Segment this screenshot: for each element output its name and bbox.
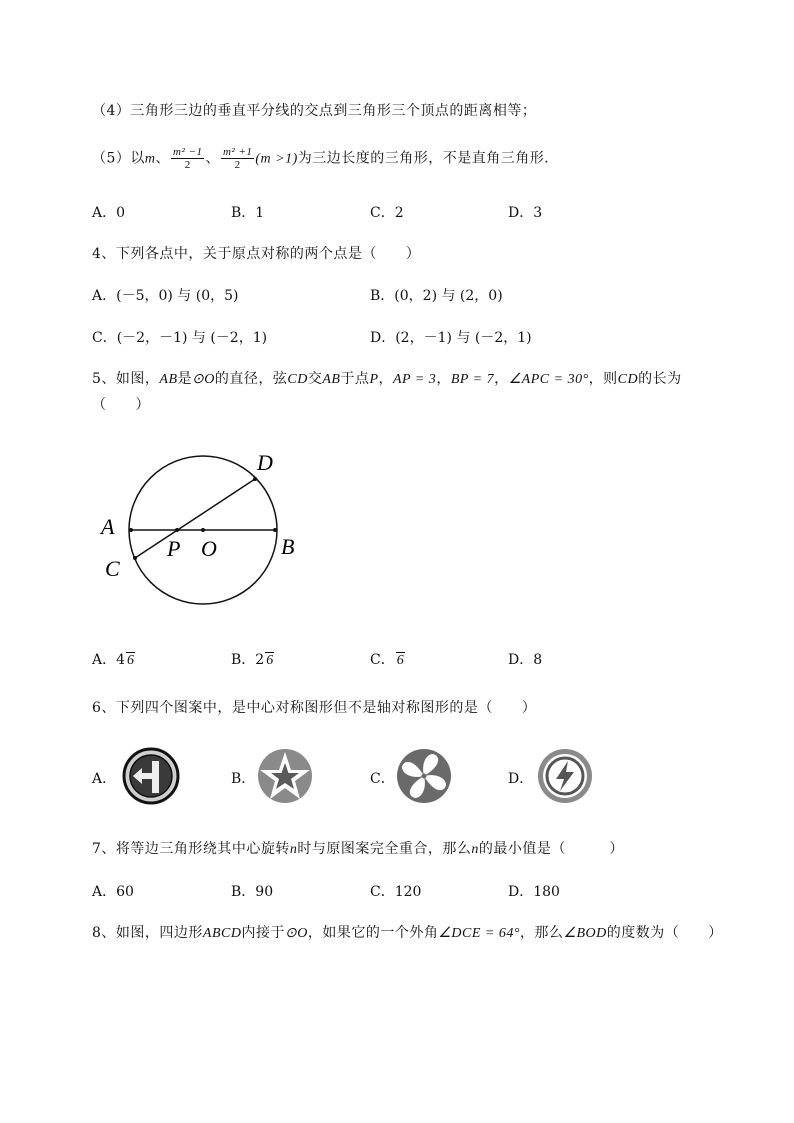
quadrilateral-abcd: ABCD xyxy=(202,926,242,941)
q8-text: 8、如图，四边形 xyxy=(92,925,203,941)
q3-option-c[interactable]: C．2 xyxy=(370,205,404,221)
label-d: D xyxy=(257,450,273,475)
q6-option-a-label[interactable]: A． xyxy=(92,771,117,787)
angle-bod: ∠BOD xyxy=(563,926,607,941)
fraction-2-denominator: 2 xyxy=(234,159,241,171)
option-prefix: A．4 xyxy=(92,652,126,668)
q5-text: 的直径，弦 xyxy=(214,371,288,387)
q3-option-a[interactable]: A．0 xyxy=(92,205,126,221)
q7-text: 的最小值是（ ） xyxy=(478,841,624,857)
point-a-dot xyxy=(129,528,133,532)
four-petal-icon[interactable] xyxy=(394,747,454,805)
label-a: A xyxy=(101,514,115,539)
q5-text: 于点 xyxy=(340,371,370,387)
center-point xyxy=(201,528,205,532)
segment-ab: AB xyxy=(159,372,178,387)
q8-stem xyxy=(92,922,723,942)
ap-value: AP = 3 xyxy=(393,372,437,387)
option-prefix: B．2 xyxy=(231,652,265,668)
angle-apc: ∠APC = 30° xyxy=(508,372,589,387)
q4-option-a[interactable]: A．(－5，0) 与 (0，5) xyxy=(92,288,239,304)
q5-text: ， xyxy=(494,371,509,387)
q7-text: 7、将等边三角形绕其中心旋转 xyxy=(92,841,290,857)
q4-option-d[interactable]: D．(2，－1) 与 (－2，1) xyxy=(370,330,532,346)
fraction-2-numerator: m² +1 xyxy=(222,146,253,158)
q5-text: 交 xyxy=(307,371,323,387)
q4-option-b[interactable]: B．(0，2) 与 (2，0) xyxy=(370,288,503,304)
separator: 、 xyxy=(205,150,220,167)
q5-stem xyxy=(92,368,682,388)
option-prefix: C． xyxy=(370,652,395,668)
angle-dce: ∠DCE = 64° xyxy=(438,926,520,941)
turn-sign-icon[interactable] xyxy=(120,747,182,805)
bp-value: BP = 7 xyxy=(450,372,495,387)
segment-ab: AB xyxy=(322,372,341,387)
lightning-icon[interactable] xyxy=(534,747,596,805)
q5-option-d[interactable]: D．8 xyxy=(508,652,543,668)
q8-text: ，如果它的一个外角 xyxy=(307,925,439,941)
q7-option-a[interactable]: A．60 xyxy=(92,884,134,900)
q3-option-b[interactable]: B．1 xyxy=(231,205,265,221)
segment-cd: CD xyxy=(617,372,639,387)
var-n: n xyxy=(289,842,298,857)
q8-text: 内接于 xyxy=(241,925,285,941)
statement-5 xyxy=(92,146,559,171)
q5-option-a[interactable] xyxy=(92,649,135,669)
label-c: C xyxy=(105,556,120,581)
q5-option-c[interactable] xyxy=(370,649,405,669)
q7-stem xyxy=(92,838,624,858)
q6-option-c-label[interactable]: C． xyxy=(370,771,395,787)
fraction-1-denominator: 2 xyxy=(184,159,191,171)
q5-text: 5、如图， xyxy=(92,371,160,387)
q3-option-d[interactable]: D．3 xyxy=(508,205,543,221)
point-c-dot xyxy=(133,556,137,560)
point-b-dot xyxy=(273,528,277,532)
label-o: O xyxy=(201,536,217,561)
condition: (m >1) xyxy=(255,151,298,167)
q7-option-b[interactable]: B．90 xyxy=(231,884,274,900)
q5-option-b[interactable] xyxy=(231,649,274,669)
point-d-dot xyxy=(253,477,257,481)
q4-option-c[interactable]: C．(－2，－1) 与 (－2，1) xyxy=(92,330,268,346)
circle-o: ⊙O xyxy=(192,372,215,387)
var-m: m xyxy=(144,151,156,167)
circle-figure xyxy=(95,450,315,610)
label-b: B xyxy=(281,534,295,559)
q5-text: ， xyxy=(378,371,393,387)
q7-option-c[interactable]: C．120 xyxy=(370,884,422,900)
var-n: n xyxy=(471,842,479,857)
q7-text: 时与原图案完全重合，那么 xyxy=(297,841,472,857)
point-p: P xyxy=(369,372,379,387)
star-icon[interactable] xyxy=(254,747,316,805)
sqrt-radicand: 6 xyxy=(396,653,404,668)
chord-cd xyxy=(135,479,255,558)
q4-stem: 4、下列各点中，关于原点对称的两个点是（ ） xyxy=(92,246,421,262)
fraction-1 xyxy=(171,146,204,171)
statement-4: （4）三角形三边的垂直平分线的交点到三角形三个顶点的距离相等； xyxy=(92,103,537,119)
statement-5-suffix: 为三边长度的三角形，不是直角三角形． xyxy=(297,150,559,167)
q5-text: ， xyxy=(436,371,451,387)
statement-5-prefix: （5）以 xyxy=(92,150,145,167)
point-p-dot xyxy=(175,528,179,532)
label-p: P xyxy=(167,536,181,561)
q6-option-d-label[interactable]: D． xyxy=(508,771,534,787)
sqrt-radicand: 6 xyxy=(127,653,135,668)
fraction-2 xyxy=(221,146,254,171)
sqrt-radicand: 6 xyxy=(266,653,274,668)
q5-text: 是 xyxy=(177,371,193,387)
q8-text: ，那么 xyxy=(519,925,564,941)
q5-blank: （ ） xyxy=(92,397,150,413)
q7-option-d[interactable]: D．180 xyxy=(508,884,560,900)
q6-option-b-label[interactable]: B． xyxy=(231,771,256,787)
segment-cd: CD xyxy=(287,372,308,387)
circle-o: ⊙O xyxy=(284,926,308,941)
q5-text: ，则 xyxy=(588,371,618,387)
q8-text: 的度数为（ ） xyxy=(606,925,723,941)
q6-stem: 6、下列四个图案中，是中心对称图形但不是轴对称图形的是（ ） xyxy=(92,700,537,716)
fraction-1-numerator: m² −1 xyxy=(173,146,203,158)
q5-text: 的长为 xyxy=(638,371,682,387)
separator: 、 xyxy=(155,150,171,167)
